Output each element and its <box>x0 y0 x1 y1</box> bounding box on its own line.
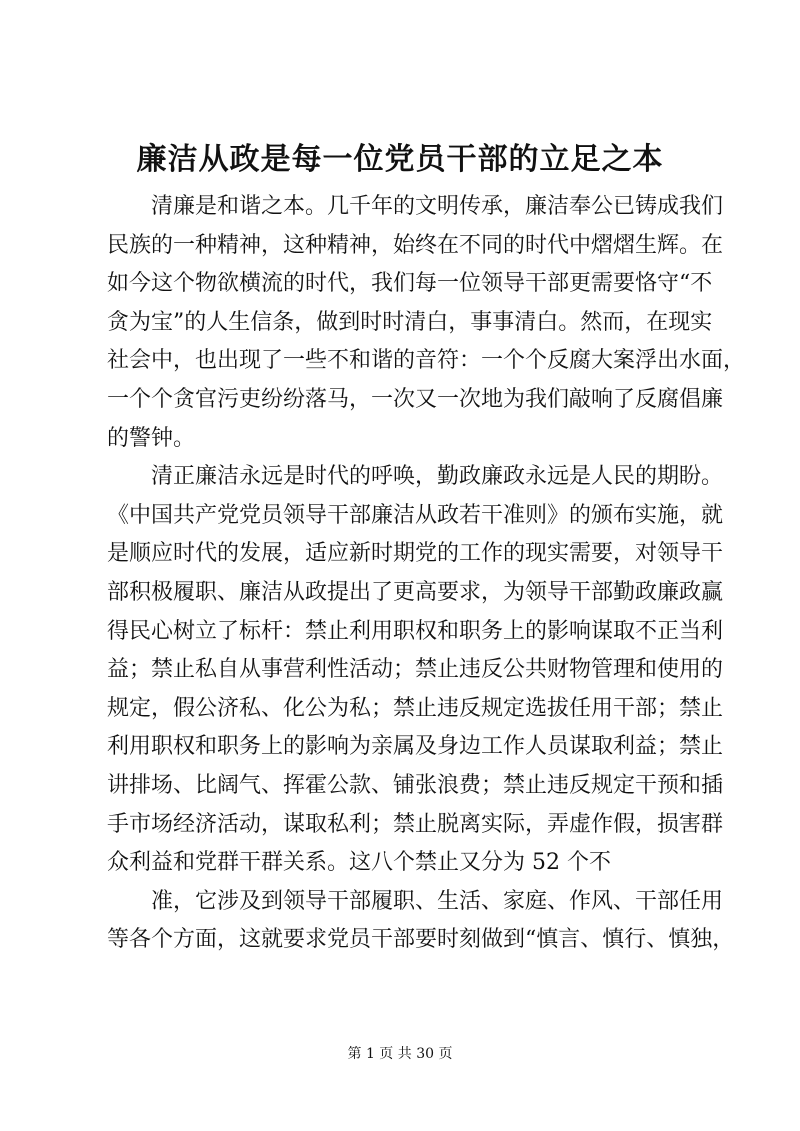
text-line: 《中国共产党党员领导干部廉洁从政若干准则》的颁布实施，就 <box>107 502 724 528</box>
text-line: 是顺应时代的发展，适应新时期党的工作的现实需要，对领导干 <box>107 541 724 567</box>
text-line: 规定，假公济私、化公为私；禁止违反规定选拔任用干部；禁止 <box>107 695 724 721</box>
text-line: 益；禁止私自从事营利性活动；禁止违反公共财物管理和使用的 <box>107 657 724 683</box>
text-line: 准，它涉及到领导干部履职、生活、家庭、作风、干部任用 <box>151 888 724 914</box>
text-line: 利用职权和职务上的影响为亲属及身边工作人员谋取利益；禁止 <box>107 734 724 760</box>
paragraph <box>107 188 746 458</box>
text-line: 清廉是和谐之本。几千年的文明传承，廉洁奉公已铸成我们 <box>151 194 724 219</box>
text-line: 众利益和党群干群关系。这八个禁止又分为 52 个不 <box>107 850 611 876</box>
paragraph <box>107 883 735 960</box>
text-line: 得民心树立了标杆：禁止利用职权和职务上的影响谋取不正当利 <box>107 618 724 644</box>
text-line: 手市场经济活动，谋取私利；禁止脱离实际，弄虚作假，损害群 <box>107 811 724 837</box>
text-line: 等各个方面，这就要求党员干部要时刻做到“慎言、慎行、慎独， <box>107 927 735 953</box>
text-line: 部积极履职、廉洁从政提出了更高要求，为领导干部勤政廉政赢 <box>107 579 724 605</box>
text-line: 的警钟。 <box>107 425 196 451</box>
text-line: 如今这个物欲横流的时代，我们每一位领导干部更需要恪守“不 <box>107 271 713 297</box>
text-line: 贪为宝”的人生信条，做到时时清白，事事清白。然而，在现实 <box>107 309 713 335</box>
page-title: 廉洁从政是每一位党员干部的立足之本 <box>136 142 664 177</box>
document-body <box>107 188 746 960</box>
text-line: 民族的一种精神，这种精神，始终在不同的时代中熠熠生辉。在 <box>107 232 724 258</box>
text-line: 讲排场、比阔气、挥霍公款、铺张浪费；禁止违反规定干预和插 <box>107 772 724 798</box>
text-line: 清正廉洁永远是时代的呼唤，勤政廉政永远是人民的期盼。 <box>151 464 724 490</box>
page-number-footer: 第 1 页 共 30 页 <box>347 1046 453 1062</box>
text-line: 社会中，也出现了一些不和谐的音符：一个个反腐大案浮出水面， <box>107 348 746 374</box>
text-line: 一个个贪官污吏纷纷落马，一次又一次地为我们敲响了反腐倡廉 <box>107 386 724 412</box>
paragraph <box>107 458 724 883</box>
